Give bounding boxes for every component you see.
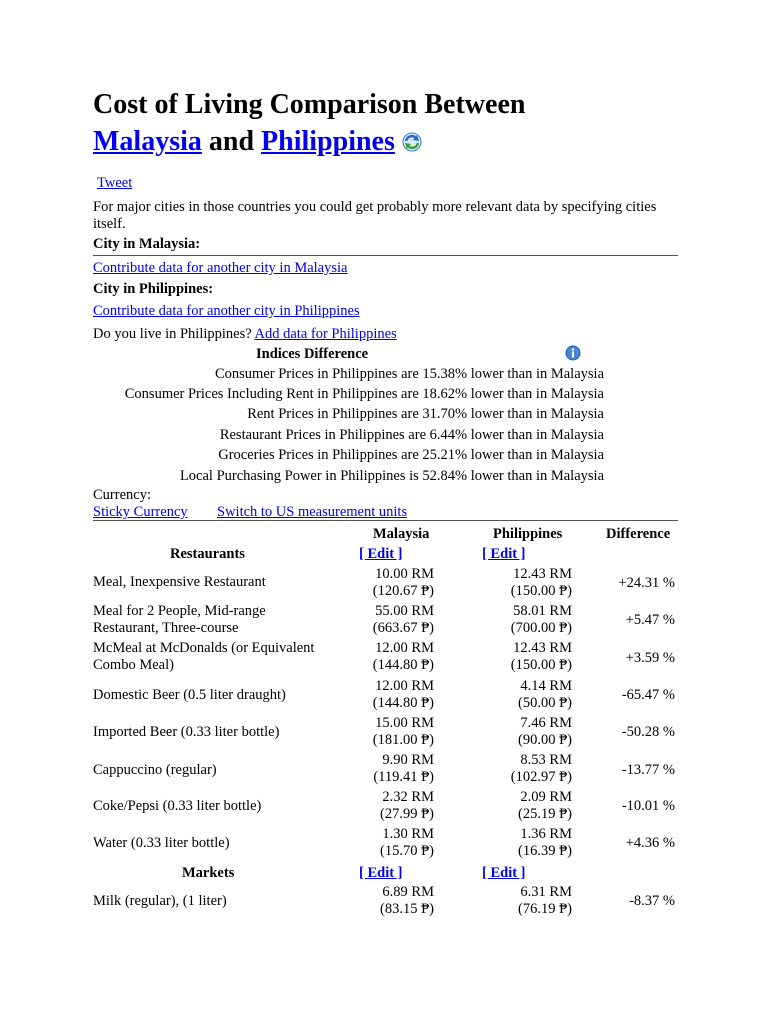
- contribute-malaysia-link[interactable]: Contribute data for another city in Malaysia: [93, 260, 348, 276]
- malaysia-price-rm: 1.30 RM: [382, 826, 434, 842]
- page-title: [93, 86, 713, 163]
- malaysia-price-php: (27.99 ₱): [380, 806, 434, 822]
- table-row-name: Milk (regular), (1 liter): [93, 893, 227, 909]
- difference-value: -8.37 %: [629, 893, 675, 909]
- malaysia-price: [344, 884, 434, 918]
- table-row-name: McMeal at McDonalds (or Equivalent Combo Meal): [93, 640, 315, 673]
- malaysia-price: [344, 715, 434, 749]
- edit-malaysia-restaurants[interactable]: [ Edit ]: [359, 546, 403, 562]
- section-markets: Markets: [182, 865, 235, 881]
- malaysia-price-rm: 12.00 RM: [375, 678, 434, 694]
- malaysia-price-php: (119.41 ₱): [373, 769, 434, 785]
- difference-value: +5.47 %: [625, 612, 675, 628]
- philippines-price-php: (102.97 ₱): [510, 769, 572, 785]
- malaysia-price-rm: 9.90 RM: [382, 752, 434, 768]
- switch-units-link[interactable]: Switch to US measurement units: [217, 504, 408, 520]
- philippines-price-php: (700.00 ₱): [510, 620, 572, 636]
- difference-value: +3.59 %: [625, 650, 675, 666]
- philippines-price: [482, 678, 572, 712]
- philippines-price-rm: 58.01 RM: [513, 603, 572, 619]
- philippines-link[interactable]: Philippines: [261, 126, 395, 157]
- index-consumer-prices: Consumer Prices in Philippines are 15.38% lower than in Malaysia: [214, 366, 604, 382]
- philippines-price-rm: 1.36 RM: [520, 826, 572, 842]
- table-row-name: Meal, Inexpensive Restaurant: [93, 574, 266, 590]
- currency-label: Currency:: [93, 487, 151, 503]
- malaysia-price-php: (83.15 ₱): [380, 901, 434, 917]
- edit-philippines-markets[interactable]: [ Edit ]: [482, 865, 526, 881]
- malaysia-link[interactable]: Malaysia: [93, 126, 202, 157]
- philippines-price-php: (150.00 ₱): [510, 583, 572, 599]
- table-row-name: Domestic Beer (0.5 liter draught): [93, 687, 286, 703]
- philippines-price-php: (16.39 ₱): [518, 843, 572, 859]
- malaysia-price-php: (663.67 ₱): [372, 620, 434, 636]
- malaysia-price-php: (144.80 ₱): [372, 695, 434, 711]
- malaysia-price-rm: 2.32 RM: [382, 789, 434, 805]
- sticky-currency-link[interactable]: Sticky Currency: [93, 504, 188, 520]
- add-data-link[interactable]: Add data for Philippines: [254, 326, 397, 342]
- philippines-price: [482, 566, 572, 600]
- edit-philippines-restaurants[interactable]: [ Edit ]: [482, 546, 526, 562]
- contribute-philippines-link[interactable]: Contribute data for another city in Philippines: [93, 303, 360, 319]
- philippines-price-rm: 12.43 RM: [513, 566, 572, 582]
- philippines-price-php: (50.00 ₱): [518, 695, 572, 711]
- edit-malaysia-markets[interactable]: [ Edit ]: [359, 865, 403, 881]
- table-divider: [93, 520, 678, 521]
- philippines-price: [482, 826, 572, 860]
- header-difference: Difference: [606, 526, 671, 542]
- header-philippines: Philippines: [493, 526, 563, 542]
- malaysia-price-php: (181.00 ₱): [372, 732, 434, 748]
- malaysia-price-rm: 15.00 RM: [375, 715, 434, 731]
- philippines-price: [482, 640, 572, 674]
- tweet-link[interactable]: Tweet: [97, 175, 133, 191]
- indices-heading: Indices Difference: [256, 346, 369, 362]
- philippines-price-rm: 12.43 RM: [513, 640, 572, 656]
- refresh-icon[interactable]: [401, 126, 423, 163]
- malaysia-price-php: (144.80 ₱): [372, 657, 434, 673]
- philippines-price-rm: 4.14 RM: [520, 678, 572, 694]
- difference-value: -65.47 %: [621, 687, 675, 703]
- malaysia-price: [344, 826, 434, 860]
- live-question-text: Do you live in Philippines?: [93, 326, 252, 342]
- philippines-price: [482, 603, 572, 637]
- header-malaysia: Malaysia: [373, 526, 430, 542]
- divider: [93, 255, 678, 256]
- malaysia-price-rm: 12.00 RM: [375, 640, 434, 656]
- philippines-price-rm: 2.09 RM: [520, 789, 572, 805]
- philippines-price: [482, 715, 572, 749]
- philippines-price-php: (25.19 ₱): [518, 806, 572, 822]
- table-row-name: Coke/Pepsi (0.33 liter bottle): [93, 798, 262, 814]
- malaysia-price: [344, 566, 434, 600]
- title-connector: and: [208, 126, 255, 157]
- difference-value: +24.31 %: [618, 575, 675, 591]
- intro-text: For major cities in those countries you could get probably more relevant data by specifying cities itself.: [93, 199, 657, 232]
- philippines-price-rm: 6.31 RM: [520, 884, 572, 900]
- city-malaysia-label: City in Malaysia:: [93, 236, 201, 252]
- philippines-price: [482, 752, 572, 786]
- index-restaurant-prices: Restaurant Prices in Philippines are 6.44% lower than in Malaysia: [219, 427, 604, 443]
- malaysia-price: [344, 603, 434, 637]
- index-groceries-prices: Groceries Prices in Philippines are 25.21% lower than in Malaysia: [218, 447, 604, 463]
- city-philippines-label: City in Philippines:: [93, 281, 214, 297]
- philippines-price-php: (150.00 ₱): [510, 657, 572, 673]
- index-consumer-prices-rent: Consumer Prices Including Rent in Philippines are 18.62% lower than in Malaysia: [124, 386, 604, 402]
- section-restaurants: Restaurants: [170, 546, 245, 562]
- malaysia-price: [344, 752, 434, 786]
- table-row-name: Cappuccino (regular): [93, 762, 217, 778]
- philippines-price-php: (76.19 ₱): [518, 901, 572, 917]
- malaysia-price-rm: 10.00 RM: [375, 566, 434, 582]
- malaysia-price-rm: 55.00 RM: [375, 603, 434, 619]
- malaysia-price: [344, 789, 434, 823]
- live-question: [93, 326, 397, 343]
- philippines-price-php: (90.00 ₱): [518, 732, 572, 748]
- info-icon[interactable]: [565, 345, 581, 366]
- malaysia-price: [344, 678, 434, 712]
- malaysia-price: [344, 640, 434, 674]
- philippines-price-rm: 8.53 RM: [520, 752, 572, 768]
- index-purchasing-power: Local Purchasing Power in Philippines is 52.84% lower than in Malaysia: [179, 468, 604, 484]
- difference-value: -13.77 %: [621, 762, 675, 778]
- difference-value: -50.28 %: [621, 724, 675, 740]
- difference-value: +4.36 %: [625, 835, 675, 851]
- malaysia-price-php: (15.70 ₱): [380, 843, 434, 859]
- malaysia-price-php: (120.67 ₱): [372, 583, 434, 599]
- table-row-name: Meal for 2 People, Mid-range Restaurant, Three-course: [93, 603, 266, 636]
- table-row-name: Imported Beer (0.33 liter bottle): [93, 724, 280, 740]
- title-prefix: Cost of Living Comparison Between: [93, 89, 526, 120]
- difference-value: -10.01 %: [621, 798, 675, 814]
- philippines-price: [482, 789, 572, 823]
- index-rent-prices: Rent Prices in Philippines are 31.70% lower than in Malaysia: [247, 406, 604, 422]
- philippines-price: [482, 884, 572, 918]
- philippines-price-rm: 7.46 RM: [520, 715, 572, 731]
- table-row-name: Water (0.33 liter bottle): [93, 835, 230, 851]
- malaysia-price-rm: 6.89 RM: [382, 884, 434, 900]
